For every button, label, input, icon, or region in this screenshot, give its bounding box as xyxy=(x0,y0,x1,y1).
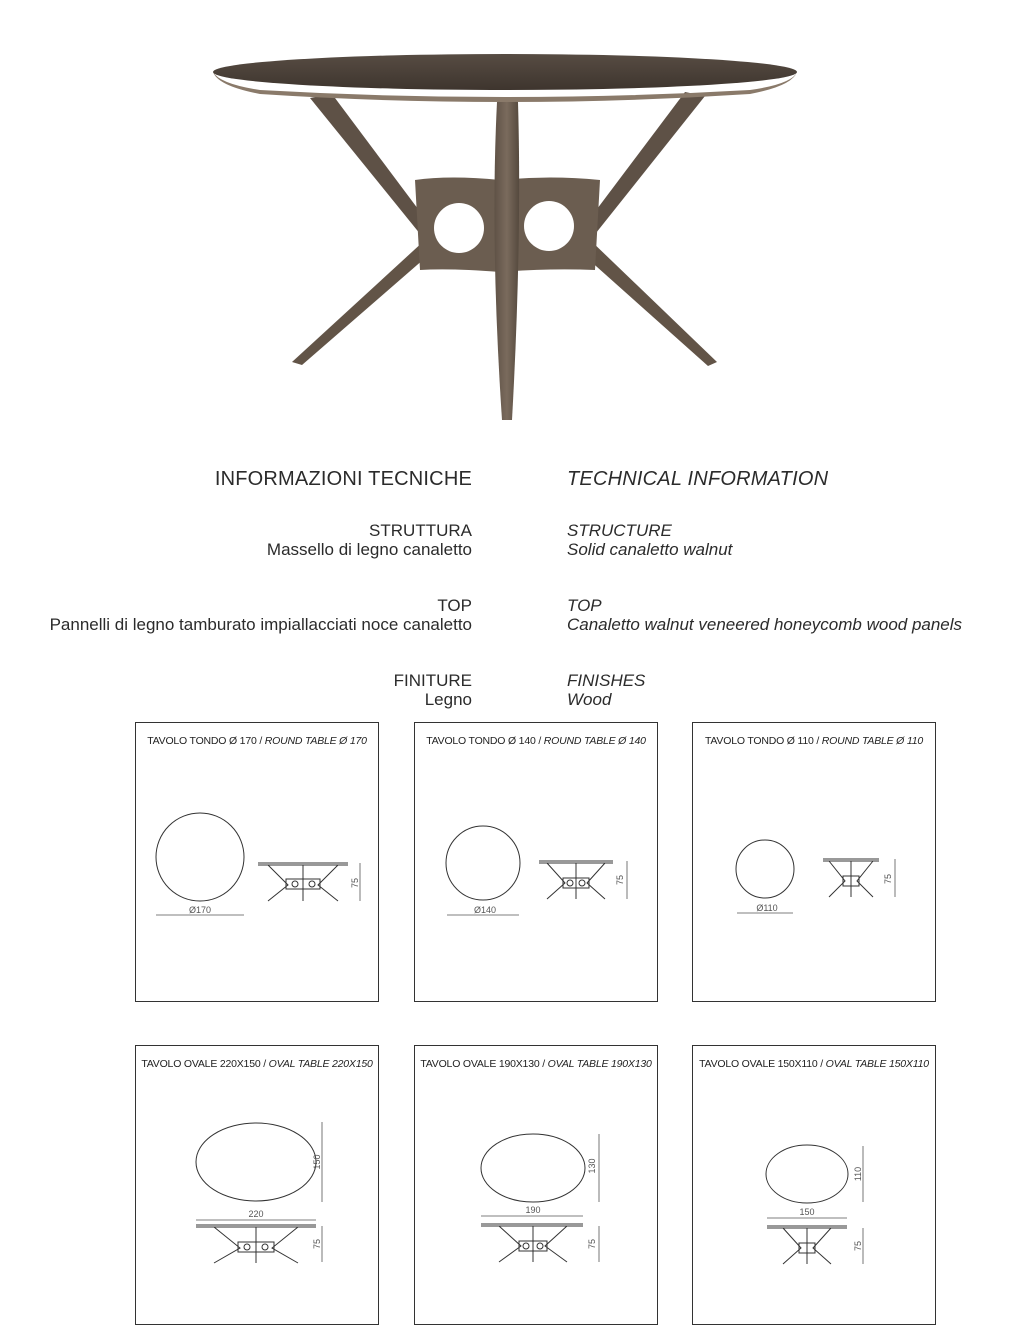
spec-value-finishes-en: Wood xyxy=(567,690,612,709)
spec-value-structure-it: Massello di legno canaletto xyxy=(266,540,472,559)
dimension-depth: 130 xyxy=(587,1158,597,1174)
spec-label-top-it: TOP xyxy=(437,596,472,615)
side-elevation-drawing xyxy=(539,861,613,899)
dimension-diameter: Ø170 xyxy=(188,905,212,915)
dimension-diameter: Ø140 xyxy=(473,905,497,915)
card-caption: TAVOLO OVALE 220X150 / OVAL TABLE 220X150 xyxy=(141,1058,373,1070)
spec-label-structure-en: STRUCTURE xyxy=(567,521,672,540)
oval-table-card-190 xyxy=(414,1045,658,1325)
section-title-it: INFORMAZIONI TECNICHE xyxy=(214,468,472,490)
round-table-170-drawing xyxy=(136,723,380,1003)
spec-label-finishes-en: FINISHES xyxy=(567,671,646,690)
oval-table-150-drawing xyxy=(693,1046,939,1326)
dimension-height: 75 xyxy=(615,874,625,886)
dimension-width: 190 xyxy=(525,1205,541,1215)
spec-label-structure-it: STRUTTURA xyxy=(369,521,472,540)
dimension-height: 75 xyxy=(883,873,893,885)
oval-table-190-drawing xyxy=(415,1046,659,1326)
spec-value-top-en: Canaletto walnut veneered honeycomb wood panels xyxy=(567,615,963,634)
dimension-height: 75 xyxy=(587,1238,597,1250)
round-table-card-110 xyxy=(692,722,936,1002)
side-elevation-drawing xyxy=(767,1226,847,1264)
side-elevation-drawing xyxy=(481,1224,583,1262)
dimension-diameter: Ø110 xyxy=(756,903,778,913)
card-caption: TAVOLO OVALE 190X130 / OVAL TABLE 190X130 xyxy=(420,1058,652,1070)
dimension-height: 75 xyxy=(312,1238,322,1250)
oval-table-220-drawing xyxy=(136,1046,380,1326)
dimension-depth: 110 xyxy=(853,1166,863,1182)
spec-label-finishes-it: FINITURE xyxy=(393,671,472,690)
round-table-110-drawing xyxy=(693,723,939,1003)
oval-table-card-150 xyxy=(692,1045,936,1325)
oval-table-card-220 xyxy=(135,1045,379,1325)
table-product-image xyxy=(200,40,820,430)
dimension-width: 150 xyxy=(799,1207,815,1217)
round-table-card-170 xyxy=(135,722,379,1002)
spec-value-top-it: Pannelli di legno tamburato impiallacciati noce canaletto xyxy=(49,615,472,634)
card-caption: TAVOLO TONDO Ø 140 / ROUND TABLE Ø 140 xyxy=(426,735,646,747)
side-elevation-drawing xyxy=(196,1225,316,1263)
dimension-depth: 150 xyxy=(312,1154,322,1170)
dimension-width: 220 xyxy=(248,1209,264,1219)
side-elevation-drawing xyxy=(823,859,879,897)
spec-label-top-en: TOP xyxy=(567,596,602,615)
card-caption: TAVOLO OVALE 150X110 / OVAL TABLE 150X110 xyxy=(699,1058,929,1070)
spec-value-structure-en: Solid canaletto walnut xyxy=(567,540,733,559)
spec-value-finishes-it: Legno xyxy=(424,690,472,709)
dimension-height: 75 xyxy=(853,1240,863,1252)
round-table-card-140 xyxy=(414,722,658,1002)
round-table-140-drawing xyxy=(415,723,659,1003)
card-caption: TAVOLO TONDO Ø 170 / ROUND TABLE Ø 170 xyxy=(147,735,367,747)
dimension-height: 75 xyxy=(350,877,360,889)
card-caption: TAVOLO TONDO Ø 110 / ROUND TABLE Ø 110 xyxy=(704,735,924,747)
side-elevation-drawing xyxy=(258,863,348,901)
section-title-en: TECHNICAL INFORMATION xyxy=(567,468,829,490)
